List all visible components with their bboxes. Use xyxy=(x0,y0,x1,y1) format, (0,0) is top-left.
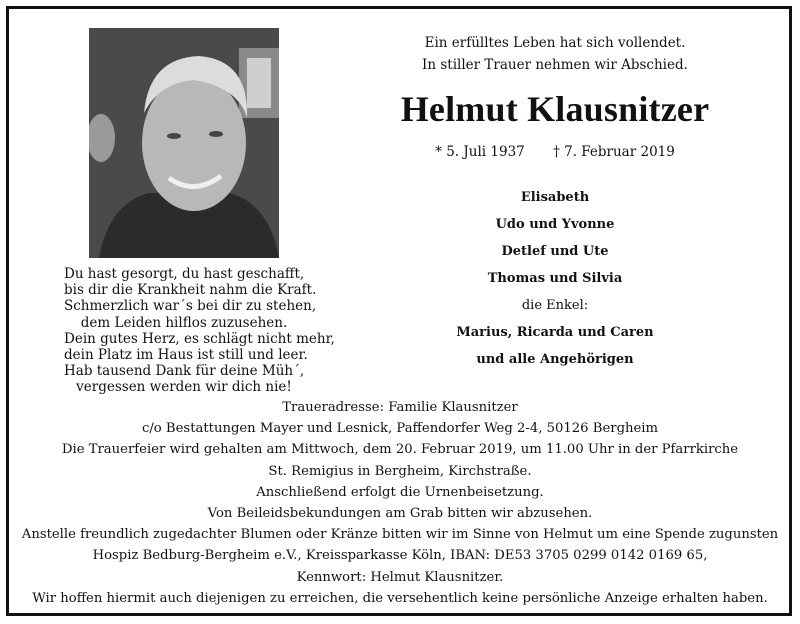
details-line: Kennwort: Helmut Klausnitzer. xyxy=(296,569,504,585)
family-member: Udo und Yvonne xyxy=(495,217,615,232)
family-member: Thomas und Silvia xyxy=(487,271,623,286)
poem-line: vergessen werden wir dich nie! xyxy=(76,379,292,396)
poem-line: dein Platz im Haus ist still und leer. xyxy=(64,347,308,364)
family-member: und alle Angehörigen xyxy=(476,352,634,367)
family-list xyxy=(400,184,710,373)
details-line: Anschließend erfolgt die Urnenbeisetzung. xyxy=(256,484,544,500)
portrait-photo xyxy=(89,28,279,258)
poem-line: bis dir die Krankheit nahm die Kraft. xyxy=(64,282,317,299)
life-dates xyxy=(420,144,690,160)
family-member: Marius, Ricarda und Caren xyxy=(456,325,654,340)
details-line: Traueradresse: Familie Klausnitzer xyxy=(282,400,518,415)
intro-line: In stiller Trauer nehmen wir Abschied. xyxy=(422,57,688,73)
family-member: Detlef und Ute xyxy=(501,244,609,259)
death-date: † 7. Februar 2019 xyxy=(553,144,675,160)
details-line: Hospiz Bedburg-Bergheim e.V., Kreissparkasse Köln, IBAN: DE53 3705 0299 0142 0169 65, xyxy=(92,548,708,564)
poem-line: Hab tausend Dank für deine Müh´, xyxy=(64,363,305,380)
details-line: Anstelle freundlich zugedachter Blumen oder Kränze bitten wir im Sinne von Helmut um eine Spende zugunsten xyxy=(21,527,779,543)
details-line: Wir hoffen hiermit auch diejenigen zu erreichen, die versehentlich keine persönliche Anzeige erhalten haben. xyxy=(32,590,768,606)
grandchildren-label: die Enkel: xyxy=(521,298,589,313)
family-member: Elisabeth xyxy=(520,190,590,205)
intro-text xyxy=(400,32,710,76)
details-line: c/o Bestattungen Mayer und Lesnick, Paffendorfer Weg 2-4, 50126 Bergheim xyxy=(141,421,659,437)
poem-line: Schmerzlich war´s bei dir zu stehen, xyxy=(64,298,317,315)
details-line: St. Remigius in Bergheim, Kirchstraße. xyxy=(268,463,532,479)
details-line: Von Beileidsbekundungen am Grab bitten wir abzusehen. xyxy=(207,506,593,522)
poem-line: Du hast gesorgt, du hast geschafft, xyxy=(64,266,305,282)
poem-line: dem Leiden hilflos zuzusehen. xyxy=(80,314,288,331)
birth-date: * 5. Juli 1937 xyxy=(435,144,525,160)
intro-line: Ein erfülltes Leben hat sich vollendet. xyxy=(424,35,686,51)
poem xyxy=(64,266,335,396)
details-line: Die Trauerfeier wird gehalten am Mittwoch, dem 20. Februar 2019, um 11.00 Uhr in der Pfarrkirche xyxy=(61,442,739,458)
deceased-name: Helmut Klausnitzer xyxy=(400,89,710,129)
poem-line: Dein gutes Herz, es schlägt nicht mehr, xyxy=(64,330,335,347)
funeral-details xyxy=(20,397,780,609)
